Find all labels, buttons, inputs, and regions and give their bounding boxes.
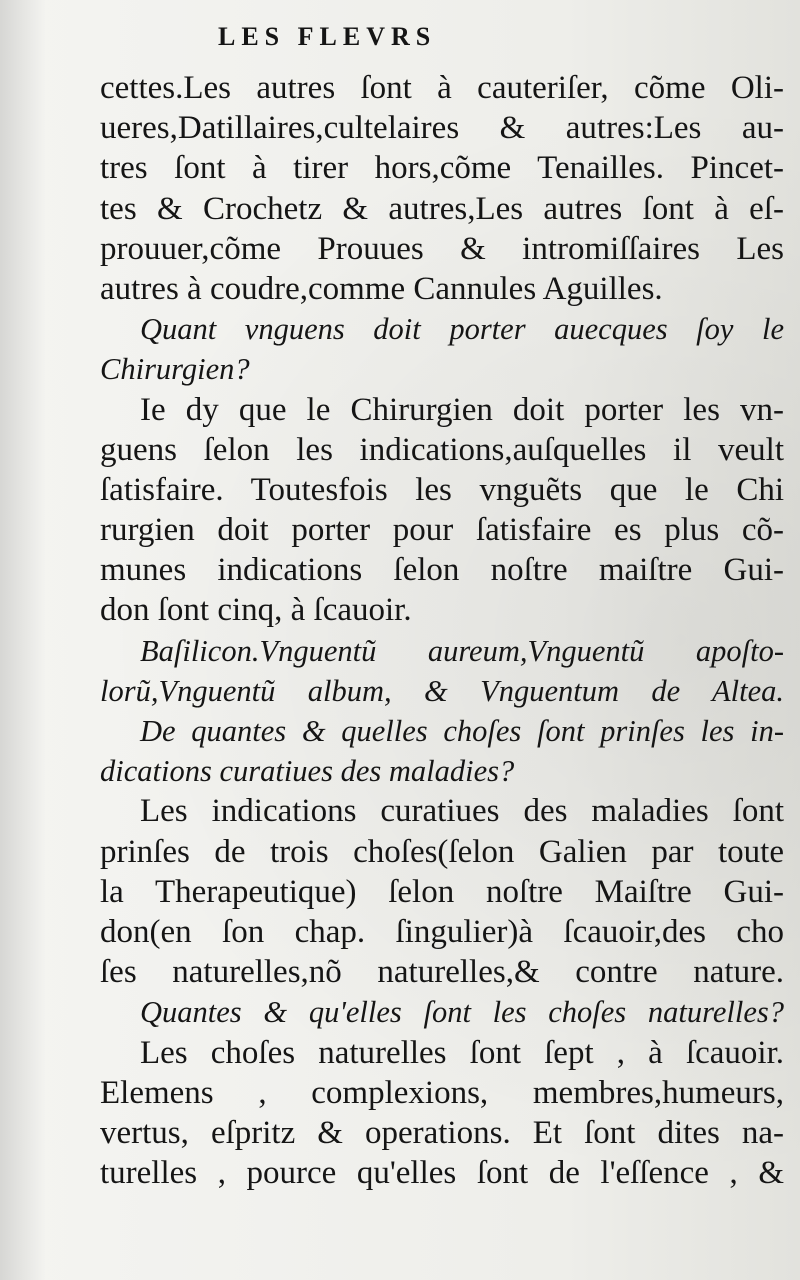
text-line: vertus, eſpritz & operations. Et ſont dites na- (100, 1114, 784, 1151)
text-line: prinſes de trois choſes(ſelon Galien par toute (100, 833, 784, 870)
text-line: autres à coudre,comme Cannules Aguilles. (100, 270, 663, 307)
text-line: rurgien doit porter pour ſatisfaire es plus cõ- (100, 512, 784, 549)
text-line: turelles , pource qu'elles ſont de l'eſſence , & (100, 1155, 784, 1192)
text-line: guens ſelon les indications,auſquelles il veult (100, 431, 784, 468)
text-line: ueres,Datillaires,cultelaires & autres:Les au- (100, 110, 784, 147)
text-line: Ie dy que le Chirurgien doit porter les vn- (140, 391, 784, 428)
text-line: ſes naturelles,nõ naturelles,& contre nature. (100, 954, 784, 991)
text-line: tres ſont à tirer hors,cõme Tenailles. Pincet- (100, 150, 784, 187)
question-line: Chirurgien? (100, 352, 250, 387)
text-line: tes & Crochetz & autres,Les autres ſont à eſ- (100, 190, 784, 227)
text-line: cettes.Les autres ſont à cauteriſer, cõme Oli- (100, 70, 784, 106)
italic-line: Baſilicon.Vnguentũ aureum,Vnguentũ apoſto- (140, 633, 784, 668)
text-line: Les choſes naturelles ſont ſept , à ſcauoir. (140, 1034, 784, 1071)
body-text (100, 68, 784, 1193)
running-header: LES FLEVRS (218, 22, 437, 51)
question-line: dications curatiues des maladies? (100, 754, 515, 789)
text-line: Les indications curatiues des maladies ſont (140, 793, 784, 830)
text-line: don(en ſon chap. ſingulier)à ſcauoir,des cho (100, 913, 784, 950)
italic-line: lorũ,Vnguentũ album, & Vnguentum de Altea. (100, 673, 784, 708)
question-line: Quant vnguens doit porter auecques ſoy le (140, 312, 784, 347)
text-line: don ſont cinq, à ſcauoir. (100, 592, 412, 629)
question-line: Quantes & qu'elles ſont les choſes naturelles? (140, 995, 784, 1030)
text-line: Elemens , complexions, membres,humeurs, (100, 1074, 784, 1111)
binding-shadow (0, 0, 46, 1280)
question-line: De quantes & quelles choſes ſont prinſes les in- (140, 714, 784, 748)
text-line: munes indications ſelon noſtre maiſtre Gui- (100, 552, 784, 589)
text-line: prouuer,cõme Prouues & intromiſſaires Les (100, 230, 784, 267)
text-line: ſatisfaire. Toutesfois les vnguẽts que le Chi (100, 471, 784, 508)
text-line: la Therapeutique) ſelon noſtre Maiſtre Gui- (100, 873, 784, 910)
